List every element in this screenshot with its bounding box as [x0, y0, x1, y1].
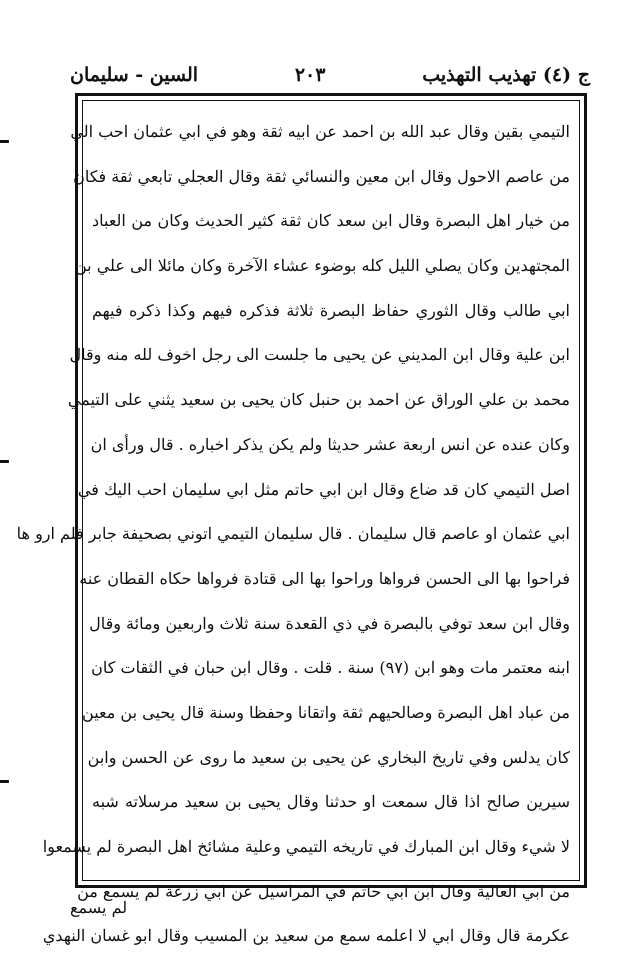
- header-volume-title: ج (٤) تهذيب التهذيب: [422, 64, 590, 86]
- margin-mark: [0, 780, 9, 783]
- text-line: ابي عثمان او عاصم قال سليمان . قال سليمان التيمي اتوني بصحيفة جابر فلم ارو ها: [16, 524, 570, 544]
- text-line: المجتهدين وكان يصلي الليل كله بوضوء عشاء الآخرة وكان مائلا الى علي بن: [74, 256, 570, 276]
- text-line: وقال ابن سعد توفي بالبصرة في ذي القعدة سنة ثلاث واربعين ومائة وقال: [89, 613, 570, 633]
- text-line: التيمي بقين وقال عبد الله بن احمد عن ابيه ثقة وهو في ابي عثمان احب الي: [70, 122, 570, 141]
- text-line: من عباد اهل البصرة وصالحيهم ثقة واتقانا وحفظا وسنة قال يحيى بن معين: [82, 702, 570, 722]
- margin-mark: [0, 140, 9, 143]
- text-line: وكان عنده عن انس اربعة عشر حديثا ولم يكن يذكر اخباره . قال ورأى ان: [90, 434, 570, 454]
- text-line: كان يدلس وفي تاريخ البخاري عن يحيى بن سعيد ما روى عن الحسن وابن: [87, 747, 570, 767]
- page-number: ٢٠٣: [294, 64, 326, 86]
- text-line: لا شيء وقال ابن المبارك في تاريخه التيمي وعلية مشائخ اهل البصرة لم يسمعوا: [42, 837, 570, 856]
- text-line: سيرين صالح اذا قال سمعت او حدثنا وقال يحيى بن سعيد مرسلاته شبه: [92, 792, 570, 812]
- text-line: محمد بن علي الوراق عن احمد بن حنبل كان يحيى بن سعيد يثني على التيمي: [67, 390, 570, 410]
- text-line: ابن علية وقال ابن المديني عن يحيى ما جلست الى رجل اخوف لله منه وقال: [69, 345, 570, 365]
- text-line: من خيار اهل البصرة وقال ابن سعد كان ثقة كثير الحديث وكان من العباد: [92, 211, 570, 231]
- text-line: عكرمة قال وقال ابي لا اعلمه سمع من سعيد بن المسيب وقال ابو غسان النهدي: [42, 926, 570, 946]
- text-body: [16, 110, 570, 959]
- text-line: من عاصم الاحول وقال ابن معين والنسائي ثقة وقال العجلي تابعي ثقة فكان: [73, 166, 570, 186]
- text-line: اصل التيمي كان قد ضاع وقال ابن ابي حاتم مثل ابي سليمان احب اليك في: [77, 479, 570, 499]
- text-line: ابنه معتمر مات وهو ابن (٩٧) سنة . قلت . وقال ابن حبان في الثقات كان: [91, 658, 570, 678]
- running-header: [70, 58, 590, 92]
- catchword: لم يسمع: [70, 898, 128, 917]
- margin-mark: [0, 460, 9, 463]
- text-line: من ابي العالية وقال ابن ابي حاتم في المراسيل عن ابي زرعة لم يسمع من: [77, 881, 570, 901]
- text-line: ابي طالب وقال الثوري حفاظ البصرة ثلاثة فذكره فيهم وكذا ذكره فيهم: [92, 300, 570, 320]
- text-line: فراحوا بها الى الحسن فرواها وراحوا بها الى قتادة فرواها حكاه القطان عنه: [79, 568, 570, 588]
- header-section: السين - سليمان: [70, 64, 199, 86]
